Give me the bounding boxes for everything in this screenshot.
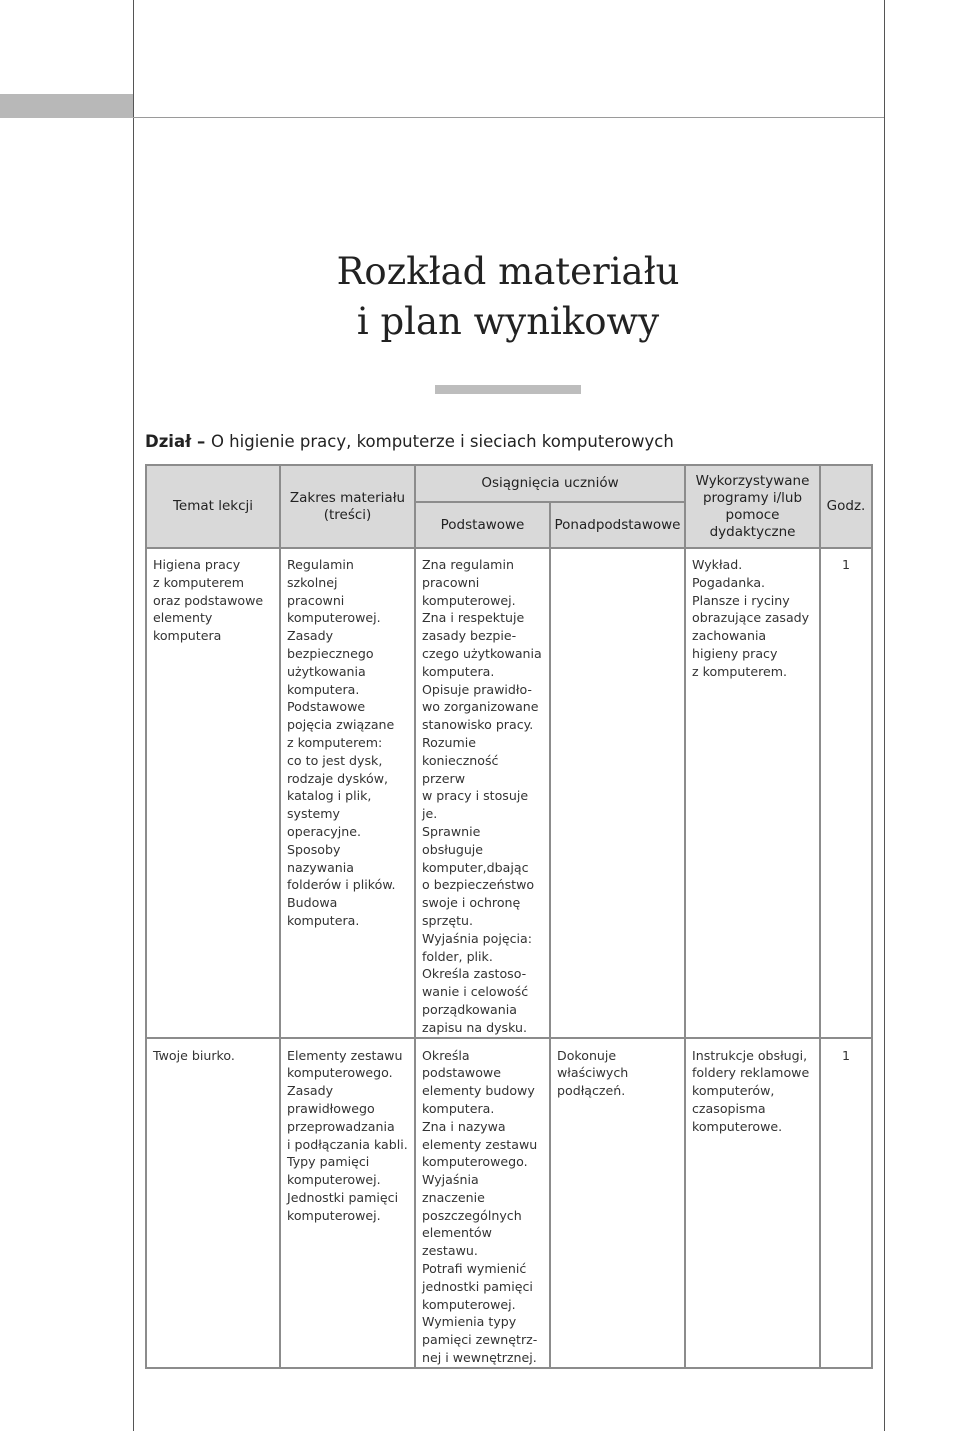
page-guide-line-left — [133, 0, 134, 1431]
cell-scope: Elementy zestawu komputerowego. Zasady prawidłowego przeprowadzania i podłączania kabli. Typy pamięci komputerowej. Jednostki pamięci komputerowej. — [280, 1038, 415, 1368]
cell-advanced: Dokonuje właściwych podłączeń. — [550, 1038, 685, 1368]
cell-hours: 1 — [820, 1038, 872, 1368]
cell-tools: Instrukcje obsługi, foldery reklamowe komputerów, czasopisma komputerowe. — [685, 1038, 820, 1368]
header-advanced: Ponadpodstawowe — [550, 502, 685, 548]
cell-tools: Wykład. Pogadanka. Plansze i ryciny obrazujące zasady zachowania higieny pracy z komputerem. — [685, 548, 820, 1038]
section-heading — [145, 432, 674, 451]
cell-topic: Higiena pracy z komputerem oraz podstawowe elementy komputera — [146, 548, 280, 1038]
header-rule — [133, 117, 884, 118]
header-hours: Godz. — [820, 465, 872, 548]
page-guide-line-right — [884, 0, 885, 1431]
header-gray-band — [0, 94, 133, 118]
page-title-line-1: Rozkład materiału — [336, 250, 680, 293]
cell-basic: Określa podstawowe elementy budowy komputera. Zna i nazywa elementy zestawu komputerowego. Wyjaśnia znaczenie poszczególnych elementów zestawu. Potrafi wymienić jednostki pamięci komputerowej. Wymienia typy pamięci zewnętrz- nej i wewnętrznej. — [415, 1038, 550, 1368]
table-row — [146, 548, 872, 1038]
header-basic: Podstawowe — [415, 502, 550, 548]
cell-scope: Regulamin szkolnej pracowni komputerowej. Zasady bezpiecznego użytkowania komputera. Podstawowe pojęcia związane z komputerem: co to jest dysk, rodzaje dysków, katalog i plik, systemy operacyjne. Sposoby nazywania folderów i plików. Budowa komputera. — [280, 548, 415, 1038]
section-label: O higienie pracy, komputerze i sieciach komputerowych — [210, 432, 674, 451]
cell-hours: 1 — [820, 548, 872, 1038]
page-title-line-2: i plan wynikowy — [356, 300, 660, 343]
table-row — [146, 1038, 872, 1368]
header-scope: Zakres materiału (treści) — [280, 465, 415, 548]
header-topic: Temat lekcji — [146, 465, 280, 548]
section-prefix: Dział – — [145, 432, 211, 451]
header-tools: Wykorzystywane programy i/lub pomoce dydaktyczne — [685, 465, 820, 548]
cell-topic: Twoje biurko. — [146, 1038, 280, 1368]
cell-advanced — [550, 548, 685, 1038]
title-underline-bar — [435, 385, 581, 394]
cell-basic: Zna regulamin pracowni komputerowej. Zna i respektuje zasady bezpie- czego użytkowania komputera. Opisuje prawidło- wo zorganizowane stanowisko pracy. Rozumie konieczność przerw w pracy i stosuje je. Sprawnie obsługuje komputer,dbając o bezpieczeństwo swoje i ochronę sprzętu. Wyjaśnia pojęcia: folder, plik. Określa zastoso- wanie i celowość porządkowania zapisu na dysku. — [415, 548, 550, 1038]
header-achievements: Osiągnięcia uczniów — [415, 465, 685, 502]
lesson-plan-table — [145, 464, 873, 1369]
